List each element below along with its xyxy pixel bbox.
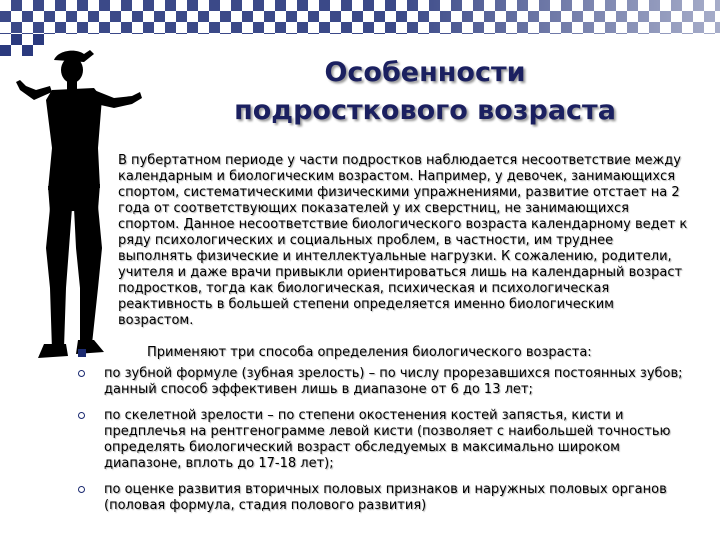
- checkerboard-fade: [0, 0, 720, 34]
- main-bullet-text: Применяют три способа определения биологического возраста:: [147, 345, 592, 360]
- ring-bullet-icon: [78, 412, 85, 419]
- list-item-text: по зубной формуле (зубная зрелость) – по числу прорезавшихся постоянных зубов; данный способ эффективен лишь в диапазоне от 6 до 13 лет;: [104, 366, 683, 397]
- list-item: [78, 482, 690, 514]
- title-line-2: подросткового возраста: [234, 95, 616, 126]
- ring-bullet-icon: [78, 370, 85, 377]
- intro-paragraph: В пубертатном периоде у части подростков наблюдается несоответствие между календарным и биологическим возрастом. Например, у девочек, занимающихся спортом, систематическими физическими упражнениями, развитие отстает на 2 года от соответствующих показателей у их сверстниц, не занимающихся спортом. Данное несоответствие биологического возраста календарному ведет к ряду психологических и социальных проблем, в частности, им труднее выполнять физические и интеллектуальные нагрузки. К сожалению, родители, учителя и даже врачи привыкли ориентироваться лишь на календарный возраст подростков, тогда как биологическая, психическая и психологическая реактивность в большей степени определяется именно биологическим возрастом.: [118, 153, 688, 328]
- methods-list: [78, 366, 690, 524]
- slide-title: [160, 54, 690, 130]
- title-line-1: Особенности: [324, 57, 526, 88]
- ring-bullet-icon: [78, 486, 85, 493]
- list-item: [78, 366, 690, 398]
- list-item-text: по оценке развития вторичных половых признаков и наружных половых органов (половая формула, стадия полового развития): [104, 482, 667, 513]
- list-item-text: по скелетной зрелости – по степени окостенения костей запястья, кисти и предплечья на рентгенограмме левой кисти (позволяет с наибольшей точностью определять биологический возраст обследуемых в максимально широком диапазоне, вплоть до 17-18 лет);: [104, 408, 671, 471]
- square-bullet-icon: [78, 349, 86, 357]
- list-item: [78, 408, 690, 472]
